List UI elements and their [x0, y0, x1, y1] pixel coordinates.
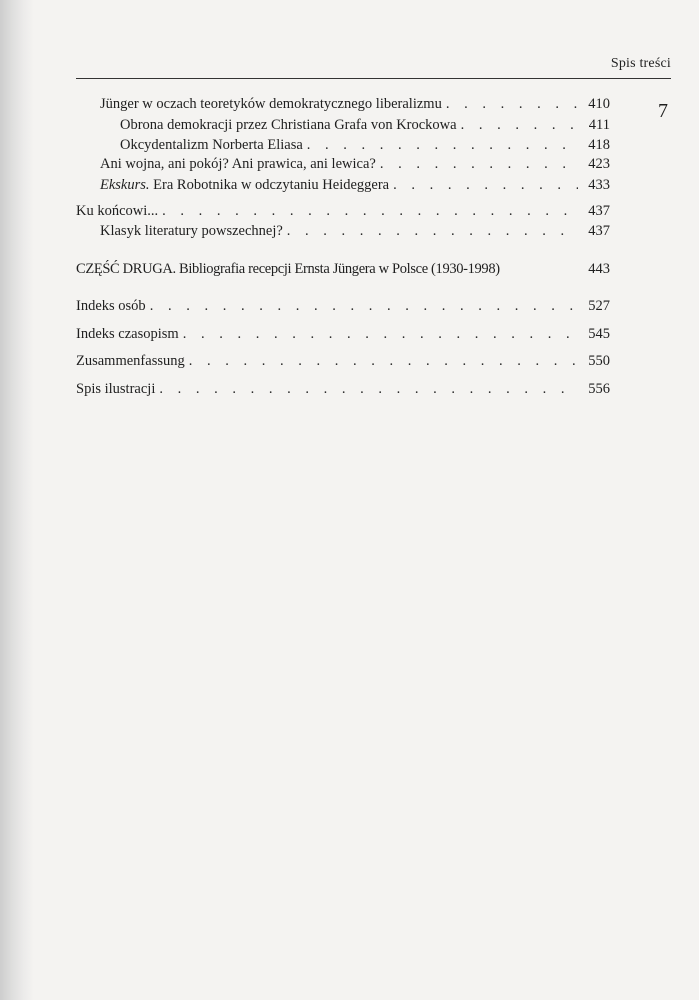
dot-leader	[183, 326, 578, 343]
header-rule	[76, 78, 671, 79]
toc-entry	[76, 381, 610, 398]
toc-entry-page: 437	[588, 223, 610, 239]
toc-entry	[76, 203, 610, 220]
toc-entry-title: Spis ilustracji	[76, 381, 156, 397]
toc-entry-title: Okcydentalizm Norberta Eliasa	[120, 137, 303, 153]
toc-entry-part	[76, 261, 610, 278]
toc-entry	[76, 353, 610, 370]
toc-entry-title: Indeks osób	[76, 298, 146, 314]
toc-entry-title-text: Era Robotnika w odczytaniu Heideggera	[153, 177, 390, 193]
dot-leader	[287, 223, 578, 240]
toc-entry-title: Zusammenfassung	[76, 353, 185, 369]
toc-entry-title: Indeks czasopism	[76, 326, 179, 342]
dot-leader	[307, 137, 578, 154]
running-head: Spis treści	[610, 56, 671, 71]
binding-shadow	[0, 0, 34, 1000]
dot-leader	[393, 177, 578, 194]
toc-entry-prefix: Ekskurs.	[100, 177, 150, 193]
toc-entry-page: 433	[588, 177, 610, 193]
toc-entry	[100, 223, 610, 240]
toc-entry-title: Jünger w oczach teoretyków demokratycznego liberalizmu	[100, 96, 442, 112]
toc-entry-page: 545	[588, 326, 610, 342]
toc-entry	[76, 326, 610, 343]
dot-leader	[162, 203, 578, 220]
toc-entry	[120, 137, 610, 154]
toc-entry-page: 423	[588, 156, 610, 172]
dot-leader	[189, 353, 578, 370]
toc-entry-page: 410	[588, 96, 610, 112]
toc-entry-page: 443	[588, 261, 610, 277]
toc-entry-title: Klasyk literatury powszechnej?	[100, 223, 283, 239]
toc-entry	[100, 96, 610, 113]
toc-entry-title: Ani wojna, ani pokój? Ani prawica, ani lewica?	[100, 156, 376, 172]
dot-leader	[461, 117, 578, 134]
toc-entry-title: CZĘŚĆ DRUGA. Bibliografia recepcji Ernsta Jüngera w Polsce (1930-1998)	[76, 261, 500, 277]
toc-entry-page: 437	[588, 203, 610, 219]
dot-leader	[446, 96, 578, 113]
toc-entry-page: 556	[588, 381, 610, 397]
toc-entry	[100, 156, 610, 173]
toc-entry-page: 527	[588, 298, 610, 314]
dot-leader	[380, 156, 578, 173]
page-number: 7	[658, 100, 668, 122]
toc-entry-title	[100, 177, 389, 194]
toc-entry-title: Ku końcowi...	[76, 203, 159, 219]
toc-entry-title: Obrona demokracji przez Christiana Grafa von Krockowa	[120, 117, 457, 133]
toc-entry	[100, 177, 610, 194]
toc-entry-page: 411	[588, 117, 610, 133]
toc-entry	[76, 298, 610, 315]
dot-leader	[159, 381, 578, 398]
toc-entry	[120, 117, 610, 134]
toc-entry-page: 550	[588, 353, 610, 369]
toc-entry-page: 418	[588, 137, 610, 153]
dot-leader	[150, 298, 578, 315]
